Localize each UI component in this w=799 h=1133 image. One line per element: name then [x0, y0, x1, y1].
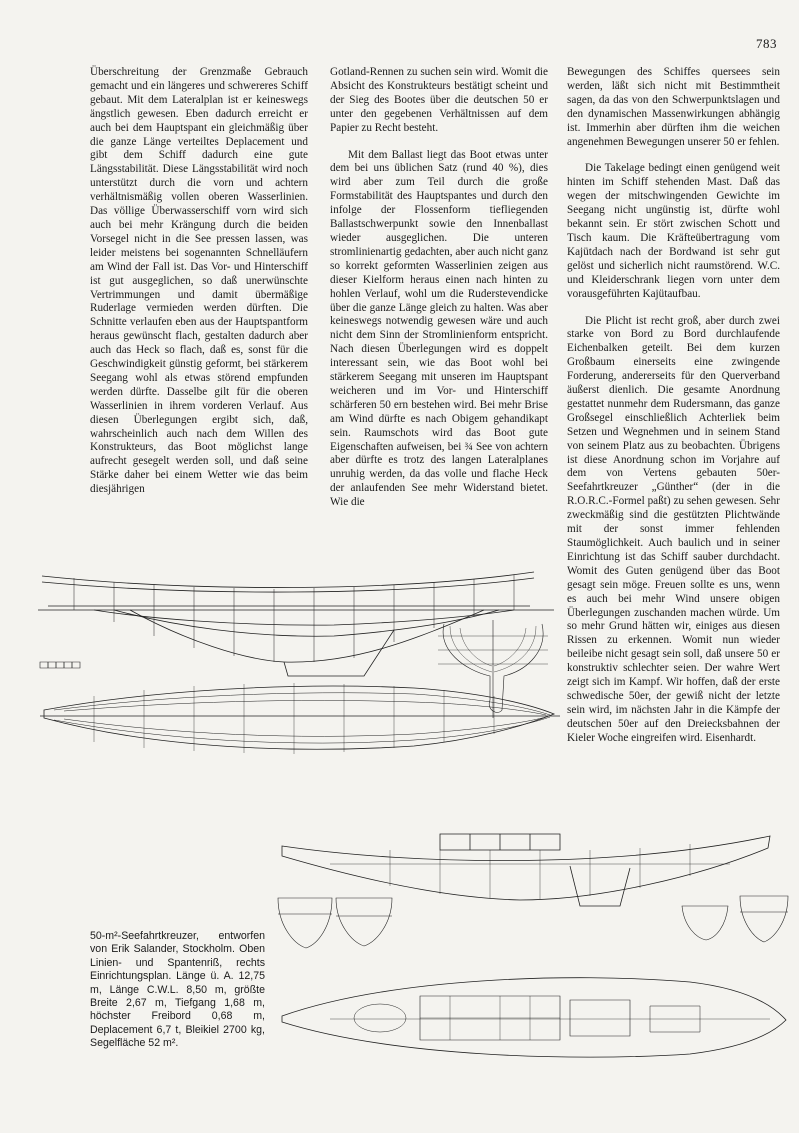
paragraph: Mit dem Ballast liegt das Boot etwas unter dem bei uns üblichen Satz (rund 40 %), dies wird aber zum Teil durch die große Formstabilität des Hauptspantes und durch den infolge der Flossenform tiefliegenden Ballastschwerpunkt sowie den Innenballast wieder ausgeglichen. Die unteren stromlinienartig gedachten, aber auch nicht ganz so korrekt geformten Wasserlinien zeigen aus dieser Kielform heraus einen nach hinten zu hohlen Verlauf, wohl um die Ruderstevendicke über die ganze Länge gleich zu halten. Was aber keineswegs notwendig gewesen wäre und auch nicht dem Sinn der Stromlinienform entspricht. Nach diesen Überlegungen wird es doppelt interessant sein, wie das Boot wohl bei stärkerem Seegang mit unseren im Hauptspant weicheren und im Vor- und Hinterschiff schärferen 50 ern bestehen wird. Bei mehr Brise am Wind dürfte es nach Obigem gehandikapt sein. Raumschots wird das Boot gute Eigenschaften aufweisen, bei ¾ See von achtern aber dürfte es trotz des langen Lateralplanes unruhig werden, da das volle und flache Heck der anlaufenden See mehr Widerstand bietet. Wie die [330, 148, 548, 509]
body-plan [438, 620, 548, 718]
text-column-2 [330, 66, 548, 510]
interior-plan-drawing [270, 826, 790, 1111]
text-column-1 [90, 66, 308, 497]
paragraph: Bewegungen des Schiffes quersees sein werden, läßt sich nicht mit Bestimmtheit sagen, da das von den Schwerpunktslagen und den dynamischen Massenwirkungen abhängig ist. Immerhin aber dürften ihm die weichen angenehmen Bewegungen unserer 50 er fehlen. [567, 66, 780, 148]
interior-plan-figure [270, 826, 790, 1111]
lines-plan-drawing [34, 570, 566, 796]
section-views [278, 896, 788, 948]
page-number: 783 [756, 36, 777, 51]
paragraph: Die Takelage bedingt einen genügend weit hinten im Schiff stehenden Mast. Daß das wegen der mitschwingenden Gewichte im Seegang nicht ungünstig ist, dürfte wohl bekannt sein. Er stört zwischen Schott und Tisch kaum. Die Kräfteübertragung vom Kajütdach nach der Bordwand ist sehr gut gelöst und sicherlich nicht raumstörend. W.C. und Kleiderschrank liegen vorn unter dem vorausgeführten Kajütaufbau. [567, 162, 780, 300]
figure-caption: 50-m²-Seefahrtkreuzer, entworfen von Erik Salander, Stockholm. Oben Linien- und Spantenriß, rechts Einrichtungsplan. Länge ü. A. 12,75 m, Länge C.W.L. 8,50 m, größte Breite 2,67 m, Tiefgang 1,68 m, höchster Freibord 0,68 m, Deplacement 6,7 t, Bleikiel 2700 kg, Segelfläche 52 m². [90, 930, 265, 1050]
text-column-3 [567, 66, 780, 746]
interior-profile-hull [282, 836, 770, 900]
lines-plan-figure [34, 570, 566, 796]
deck-plan-outline [282, 978, 786, 1057]
half-breadth-outline [44, 686, 554, 749]
paragraph: Gotland-Rennen zu suchen sein wird. Womit die Absicht des Konstrukteurs bestätigt scheint und der Sieg des Bootes über die deutschen 50 er unter den gegebenen Verhältnissen auf dem Papier zu Recht besteht. [330, 66, 548, 134]
paragraph: Die Plicht ist recht groß, aber durch zwei starke von Bord zu Bord durchlaufende Eichenbalken geteilt. Bei dem kurzen Großbaum einerseits eine zwingende Forderung, andererseits für den Querverband äußerst dienlich. Die gesamte Anordnung gestattet nunmehr dem Rudersmann, das ganze Großsegel einschließlich Achterliek beim Setzen und Wegnehmen und in seinem Stand von seinem Platz aus zu beobachten. Übrigens ist diese Anordnung schon im Vorjahre auf dem von Vertens gebauten 50er-Seefahrtkreuzer „Günther“ (der in die R.O.R.C.-Formel paßt) zu sehen gewesen. Sehr zweckmäßig sind die gestützten Plichtwände mit der sonst immer fehlenden Staumöglichkeit. Auch baulich und in seiner Einrichtung ist das Schiff sauber durchdacht. Womit des Guten genügend über das Boot gesagt sein möge. Freuen sollte es uns, wenn es auch bei mehr Wind unsere obigen Überlegungen zuschanden machen würde. Um so mehr Grund hätten wir, einiges aus diesen Rissen zu erkennen. Womit nun wieder beileibe nicht gesagt sein soll, daß unsere 50 er konstruktiv schlechter seien. Der wahre Wert zeigt sich im Kampf. Wir hoffen, daß der erste schwedische 50er, der gewiß nicht der letzte sein wird, im nächsten Jahr in die Kämpfe der deutschen 50er auf den Dreiecksbahnen der Kieler Woche eingreifen wird. Eisenhardt. [567, 314, 780, 744]
paragraph: Überschreitung der Grenzmaße Gebrauch gemacht und ein längeres und schwereres Schiff gebaut. Mit dem Lateralplan ist er keineswegs ängstlich gewesen. Eben dadurch erreicht er auch bei dem Hauptspant ein gleichmäßig über die ganze Länge verteiltes Deplacement und gibt dem Schiff dadurch eine gute Längsstabilität. Diese Längsstabilität wird noch unterstützt durch die vorn und achtern verhältnismäßig vollen oberen Wasserlinien. Das völlige Überwasserschiff vorn wird sich auch bei mehr Krängung durch die beiden Vorsegel nicht in die See pressen lassen, was leider meistens bei sogenannten Schnelläufern am Wind der Fall ist. Das Vor- und Hinterschiff ist gut ausgeglichen, so daß unerwünschte Vertrimmungen und damit übermäßige Ruderlage vermieden werden dürften. Die Schnitte verlaufen eben aus der Hauptspantform heraus gewünscht flach, gestalten dadurch aber auch das Heck so flach, daß es, sonst für die Geschwindigkeit günstig geformt, bei stärkerem Seegang wohl als etwas störend empfunden werden dürfte. Dasselbe gilt für die oberen Wasserlinien in ihrem vorderen Verlauf. Aus diesen Überlegungen ergibt sich, daß, wahrscheinlich auch nach dem Willen des Konstrukteurs, das Boot möglichst lange aufrecht gesegelt werden soll, und daß seine Stärke daher bei einem Wetter wie das beim diesjährigen [90, 66, 308, 496]
